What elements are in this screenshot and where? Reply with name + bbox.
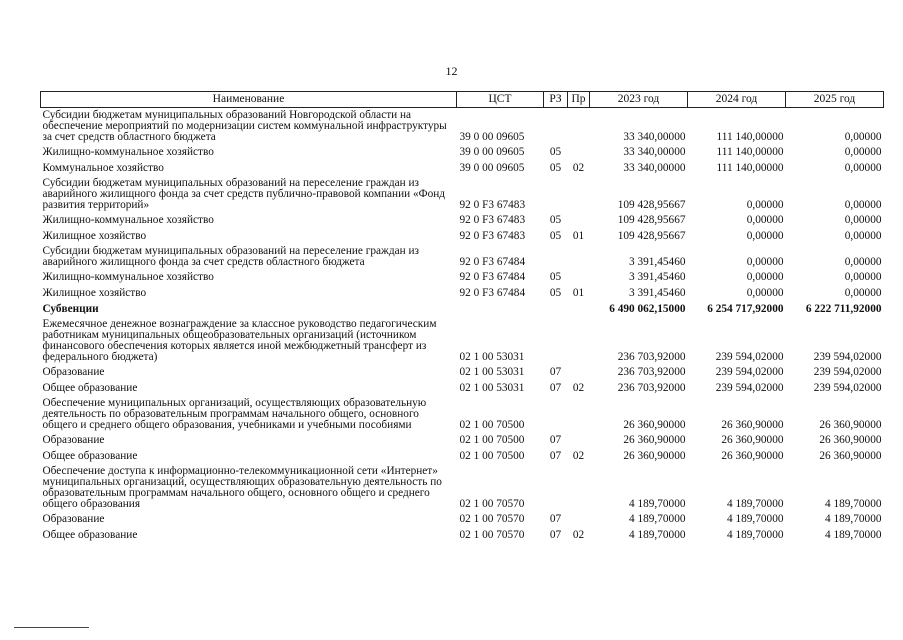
cell-2025: 239 594,02000 (813, 351, 882, 363)
cell-2025: 4 189,70000 (825, 498, 882, 510)
cell-2025: 0,00000 (844, 214, 882, 226)
cell-2024: 239 594,02000 (715, 382, 784, 394)
cell-2025: 0,00000 (844, 131, 882, 143)
cell-pr: 02 (572, 382, 585, 394)
cell-rz: 05 (549, 214, 562, 226)
cell-pr (568, 144, 590, 160)
cell-2023: 33 340,00000 (623, 162, 686, 174)
cell-2023: 109 428,95667 (617, 199, 686, 211)
cell-rz: 07 (549, 434, 562, 446)
cell-2024: 239 594,02000 (715, 351, 784, 363)
cell-2024: 4 189,70000 (727, 498, 784, 510)
table-row (41, 228, 884, 244)
cell-2025: 26 360,90000 (819, 419, 882, 431)
cell-2023: 236 703,92000 (617, 351, 686, 363)
cell-2023: 33 340,00000 (623, 131, 686, 143)
table-row (41, 285, 884, 301)
cell-cst: 92 0 F3 67484 (459, 256, 526, 268)
cell-2024: 239 594,02000 (715, 366, 784, 378)
cell-cst: 92 0 F3 67484 (459, 287, 526, 299)
cell-2025: 0,00000 (844, 271, 882, 283)
cell-cst: 02 1 00 70570 (459, 529, 525, 541)
cell-2023: 236 703,92000 (617, 366, 686, 378)
cell-2025: 0,00000 (844, 230, 882, 242)
table-row (41, 269, 884, 285)
cell-2024: 4 189,70000 (727, 513, 784, 525)
cell-pr (568, 432, 590, 448)
table-row (41, 144, 884, 160)
cell-2025: 0,00000 (844, 199, 882, 211)
cell-name: Жилищное хозяйство (42, 230, 147, 242)
cell-name: Общее образование (42, 529, 138, 541)
cell-cst: 02 1 00 70500 (459, 419, 525, 431)
cell-2023: 26 360,90000 (623, 419, 686, 431)
table-body (41, 108, 884, 544)
cell-2023: 3 391,45460 (629, 271, 686, 283)
cell-pr: 02 (572, 450, 585, 462)
cell-rz: 07 (549, 450, 562, 462)
header-2024: 2024 год (688, 92, 786, 108)
cell-2025: 0,00000 (844, 162, 882, 174)
cell-2024: 4 189,70000 (727, 529, 784, 541)
header-2023: 2023 год (590, 92, 688, 108)
cell-cst (457, 301, 544, 317)
cell-rz (544, 244, 568, 269)
header-pr: Пр (568, 92, 590, 108)
cell-rz: 05 (549, 146, 562, 158)
cell-cst: 02 1 00 70500 (459, 434, 525, 446)
cell-rz (544, 108, 568, 145)
cell-2023: 4 189,70000 (629, 529, 686, 541)
cell-rz (544, 464, 568, 511)
cell-name: Образование (42, 513, 105, 525)
cell-cst: 39 0 00 09605 (459, 131, 525, 143)
table-row (41, 432, 884, 448)
cell-cst: 02 1 00 70500 (459, 450, 525, 462)
cell-2023: 109 428,95667 (617, 230, 686, 242)
cell-name: Обеспечение доступа к информационно-телекоммуникационной сети «Интернет» муниципальных организаций, осуществляющих образовательную деятельность по образовательным программам начального общего, основного общего и среднего общего образования (42, 465, 442, 510)
cell-pr (568, 244, 590, 269)
cell-pr (568, 176, 590, 212)
cell-2025: 239 594,02000 (813, 366, 882, 378)
cell-rz: 05 (549, 287, 562, 299)
cell-cst: 92 0 F3 67483 (459, 214, 526, 226)
cell-rz: 05 (549, 230, 562, 242)
cell-pr (568, 317, 590, 364)
table-row (41, 176, 884, 212)
cell-2025: 6 222 711,92000 (805, 303, 882, 315)
cell-rz: 07 (549, 513, 562, 525)
cell-name: Ежемесячное денежное вознаграждение за классное руководство педагогическим работникам муниципальных общеобразовательных организаций (источником финансового обеспечения которых является иной межбюджетный трансферт из федерального бюджета) (42, 318, 437, 363)
cell-2023: 26 360,90000 (623, 450, 686, 462)
cell-2023: 236 703,92000 (617, 382, 686, 394)
table-row (41, 244, 884, 269)
cell-name: Субсидии бюджетам муниципальных образований на переселение граждан из аварийного жилищного фонда за счет средств областного бюджета (42, 245, 419, 268)
cell-2024: 6 254 717,92000 (707, 303, 784, 315)
budget-table (40, 91, 884, 543)
table-row (41, 212, 884, 228)
cell-2024: 0,00000 (746, 214, 784, 226)
cell-rz: 05 (549, 162, 562, 174)
table-row (41, 448, 884, 464)
cell-cst: 02 1 00 53031 (459, 351, 525, 363)
table-row (41, 511, 884, 527)
cell-name: Субсидии бюджетам муниципальных образований Новгородской области на обеспечение мероприятий по модернизации систем коммунальной инфраструктуры за счет средств областного бюджета (42, 109, 447, 143)
cell-cst: 92 0 F3 67483 (459, 199, 526, 211)
footer-rule (14, 627, 89, 628)
cell-name: Общее образование (42, 382, 138, 394)
header-cst: ЦСТ (457, 92, 544, 108)
table-row (41, 301, 884, 317)
cell-2024: 0,00000 (746, 199, 784, 211)
cell-2024: 26 360,90000 (721, 419, 784, 431)
cell-rz: 05 (549, 271, 562, 283)
cell-2025: 0,00000 (844, 287, 882, 299)
cell-2025: 4 189,70000 (825, 513, 882, 525)
cell-rz: 07 (549, 382, 562, 394)
table-row (41, 396, 884, 432)
cell-2025: 0,00000 (844, 146, 882, 158)
cell-cst: 39 0 00 09605 (459, 162, 525, 174)
table-row (41, 160, 884, 176)
cell-2024: 26 360,90000 (721, 434, 784, 446)
cell-cst: 02 1 00 53031 (459, 366, 525, 378)
cell-pr (568, 396, 590, 432)
cell-name: Субсидии бюджетам муниципальных образований на переселение граждан из аварийного жилищного фонда за счет средств публично-правовой компании «Фонд развития территорий» (42, 177, 446, 211)
cell-pr: 02 (572, 162, 585, 174)
cell-2023: 26 360,90000 (623, 434, 686, 446)
cell-2023: 4 189,70000 (629, 498, 686, 510)
cell-cst: 92 0 F3 67484 (459, 271, 526, 283)
cell-cst: 92 0 F3 67483 (459, 230, 526, 242)
cell-pr: 01 (572, 287, 585, 299)
cell-pr: 01 (572, 230, 585, 242)
cell-2024: 0,00000 (746, 271, 784, 283)
table-row (41, 317, 884, 364)
cell-name: Жилищно-коммунальное хозяйство (42, 214, 214, 226)
cell-pr (568, 511, 590, 527)
cell-name: Жилищное хозяйство (42, 287, 147, 299)
table-row (41, 527, 884, 543)
cell-name: Образование (42, 434, 105, 446)
cell-rz: 07 (549, 366, 562, 378)
cell-2025: 239 594,02000 (813, 382, 882, 394)
cell-pr (568, 364, 590, 380)
cell-2024: 26 360,90000 (721, 450, 784, 462)
cell-name: Коммунальное хозяйство (42, 162, 164, 174)
cell-cst: 39 0 00 09605 (459, 146, 525, 158)
cell-name: Жилищно-коммунальное хозяйство (42, 146, 214, 158)
cell-pr (568, 301, 590, 317)
cell-rz (544, 396, 568, 432)
cell-name: Образование (42, 366, 105, 378)
cell-rz (544, 301, 568, 317)
cell-2024: 0,00000 (746, 287, 784, 299)
cell-2025: 0,00000 (844, 256, 882, 268)
cell-name: Субвенции (42, 303, 99, 315)
cell-2025: 4 189,70000 (825, 529, 882, 541)
cell-2023: 33 340,00000 (623, 146, 686, 158)
cell-rz (544, 176, 568, 212)
table-header-row (41, 92, 884, 108)
header-2025: 2025 год (786, 92, 884, 108)
cell-2023: 3 391,45460 (629, 256, 686, 268)
cell-rz (544, 317, 568, 364)
cell-2025: 26 360,90000 (819, 450, 882, 462)
cell-2023: 3 391,45460 (629, 287, 686, 299)
page-number: 12 (445, 64, 458, 78)
cell-pr (568, 269, 590, 285)
cell-pr (568, 464, 590, 511)
cell-pr (568, 108, 590, 145)
cell-pr: 02 (572, 529, 585, 541)
cell-2025: 26 360,90000 (819, 434, 882, 446)
cell-2023: 6 490 062,15000 (609, 303, 686, 315)
table-row (41, 108, 884, 145)
cell-cst: 02 1 00 53031 (459, 382, 525, 394)
cell-name: Жилищно-коммунальное хозяйство (42, 271, 214, 283)
table-row (41, 380, 884, 396)
cell-2024: 111 140,00000 (716, 162, 784, 174)
table-row (41, 364, 884, 380)
cell-cst: 02 1 00 70570 (459, 498, 525, 510)
cell-2024: 0,00000 (746, 230, 784, 242)
header-rz: РЗ (544, 92, 568, 108)
cell-2023: 109 428,95667 (617, 214, 686, 226)
header-name: Наименование (41, 92, 457, 108)
cell-2024: 111 140,00000 (716, 146, 784, 158)
cell-cst: 02 1 00 70570 (459, 513, 525, 525)
cell-rz: 07 (549, 529, 562, 541)
cell-2023: 4 189,70000 (629, 513, 686, 525)
cell-name: Общее образование (42, 450, 138, 462)
table-row (41, 464, 884, 511)
cell-2024: 0,00000 (746, 256, 784, 268)
cell-pr (568, 212, 590, 228)
cell-2024: 111 140,00000 (716, 131, 784, 143)
cell-name: Обеспечение муниципальных организаций, осуществляющих образовательную деятельность по образовательным программам начального общего, основного общего и среднего общего образования, учебниками и учебными пособиями (42, 397, 427, 431)
